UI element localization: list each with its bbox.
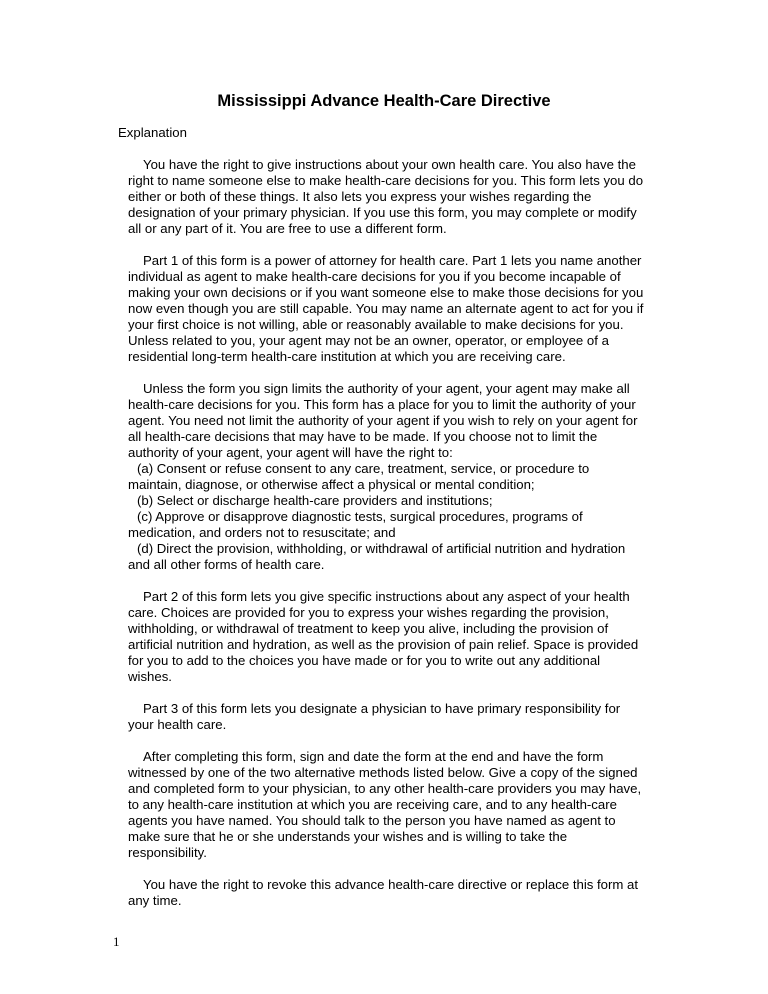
text-line: to any health-care institution at which you are receiving care, and to any health-care xyxy=(128,797,617,812)
paragraph-part-1 xyxy=(113,253,658,365)
list-item: (b) Select or discharge health-care providers and institutions; xyxy=(137,493,493,508)
text-line: making your own decisions or if you want someone else to make those decisions for you xyxy=(128,285,644,300)
page-number: 1 xyxy=(113,934,120,949)
paragraph-after-completing xyxy=(113,749,658,861)
text-line: agents you have named. You should talk to the person you have named as agent to xyxy=(128,813,616,828)
text-line: your health care. xyxy=(128,717,227,732)
text-line: wishes. xyxy=(128,669,172,684)
text-line: You have the right to give instructions about your own health care. You also have the xyxy=(143,157,636,172)
text-line: for you to add to the choices you have made or for you to write out any additional xyxy=(128,653,601,668)
document-title: Mississippi Advance Health-Care Directive xyxy=(217,92,551,110)
text-line: either or both of these things. It also lets you express your wishes regarding the xyxy=(128,189,592,204)
text-line: and all other forms of health care. xyxy=(128,557,325,572)
text-line: medication, and orders not to resuscitate; and xyxy=(128,525,396,540)
paragraph-agent-authority xyxy=(113,381,658,573)
list-item: (d) Direct the provision, withholding, or withdrawal of artificial nutrition and hydration xyxy=(137,541,626,556)
list-item: (a) Consent or refuse consent to any care, treatment, service, or procedure to xyxy=(137,461,590,476)
text-line: Unless the form you sign limits the authority of your agent, your agent may make all xyxy=(143,381,630,396)
paragraph-revoke xyxy=(113,877,658,909)
text-line: care. Choices are provided for you to express your wishes regarding the provision, xyxy=(128,605,609,620)
body-text xyxy=(113,157,658,925)
text-line: all or any part of it. You are free to use a different form. xyxy=(128,221,447,236)
text-line: individual as agent to make health-care decisions for you if you become incapable of xyxy=(128,269,621,284)
text-line: now even though you are still capable. You may name an alternate agent to act for you if xyxy=(128,301,644,316)
text-line: Unless related to you, your agent may not be an owner, operator, or employee of a xyxy=(128,333,609,348)
text-line: Part 3 of this form lets you designate a physician to have primary responsibility for xyxy=(143,701,621,716)
text-line: your first choice is not willing, able or reasonably available to make decisions for you. xyxy=(128,317,624,332)
text-line: right to name someone else to make health-care decisions for you. This form lets you do xyxy=(128,173,644,188)
text-line: responsibility. xyxy=(128,845,207,860)
text-line: Part 1 of this form is a power of attorney for health care. Part 1 lets you name another xyxy=(143,253,642,268)
list-item: (c) Approve or disapprove diagnostic tests, surgical procedures, programs of xyxy=(137,509,583,524)
section-heading: Explanation xyxy=(118,125,187,140)
text-line: health-care decisions for you. This form has a place for you to limit the authority of your xyxy=(128,397,636,412)
text-line: designation of your primary physician. If you use this form, you may complete or modify xyxy=(128,205,637,220)
text-line: withholding, or withdrawal of treatment to keep you alive, including the provision of xyxy=(128,621,609,636)
text-line: agent. You need not limit the authority of your agent if you wish to rely on your agent for xyxy=(128,413,638,428)
text-line: make sure that he or she understands your wishes and is willing to take the xyxy=(128,829,568,844)
text-line: residential long-term health-care institution at which you are receiving care. xyxy=(128,349,566,364)
text-line: After completing this form, sign and date the form at the end and have the form xyxy=(143,749,604,764)
text-line: any time. xyxy=(128,893,182,908)
paragraph-part-3 xyxy=(113,701,658,733)
text-line: authority of your agent, your agent will have the right to: xyxy=(128,445,453,460)
paragraph-part-2 xyxy=(113,589,658,685)
paragraph-intro xyxy=(113,157,658,237)
text-line: and completed form to your physician, to any other health-care providers you may have, xyxy=(128,781,642,796)
text-line: Part 2 of this form lets you give specific instructions about any aspect of your health xyxy=(143,589,630,604)
text-line: You have the right to revoke this advance health-care directive or replace this form at xyxy=(143,877,639,892)
text-line: all health-care decisions that may have to be made. If you choose not to limit the xyxy=(128,429,598,444)
text-line: artificial nutrition and hydration, as well as the provision of pain relief. Space is provided xyxy=(128,637,639,652)
text-line: witnessed by one of the two alternative methods listed below. Give a copy of the signed xyxy=(128,765,638,780)
text-line: maintain, diagnose, or otherwise affect a physical or mental condition; xyxy=(128,477,535,492)
